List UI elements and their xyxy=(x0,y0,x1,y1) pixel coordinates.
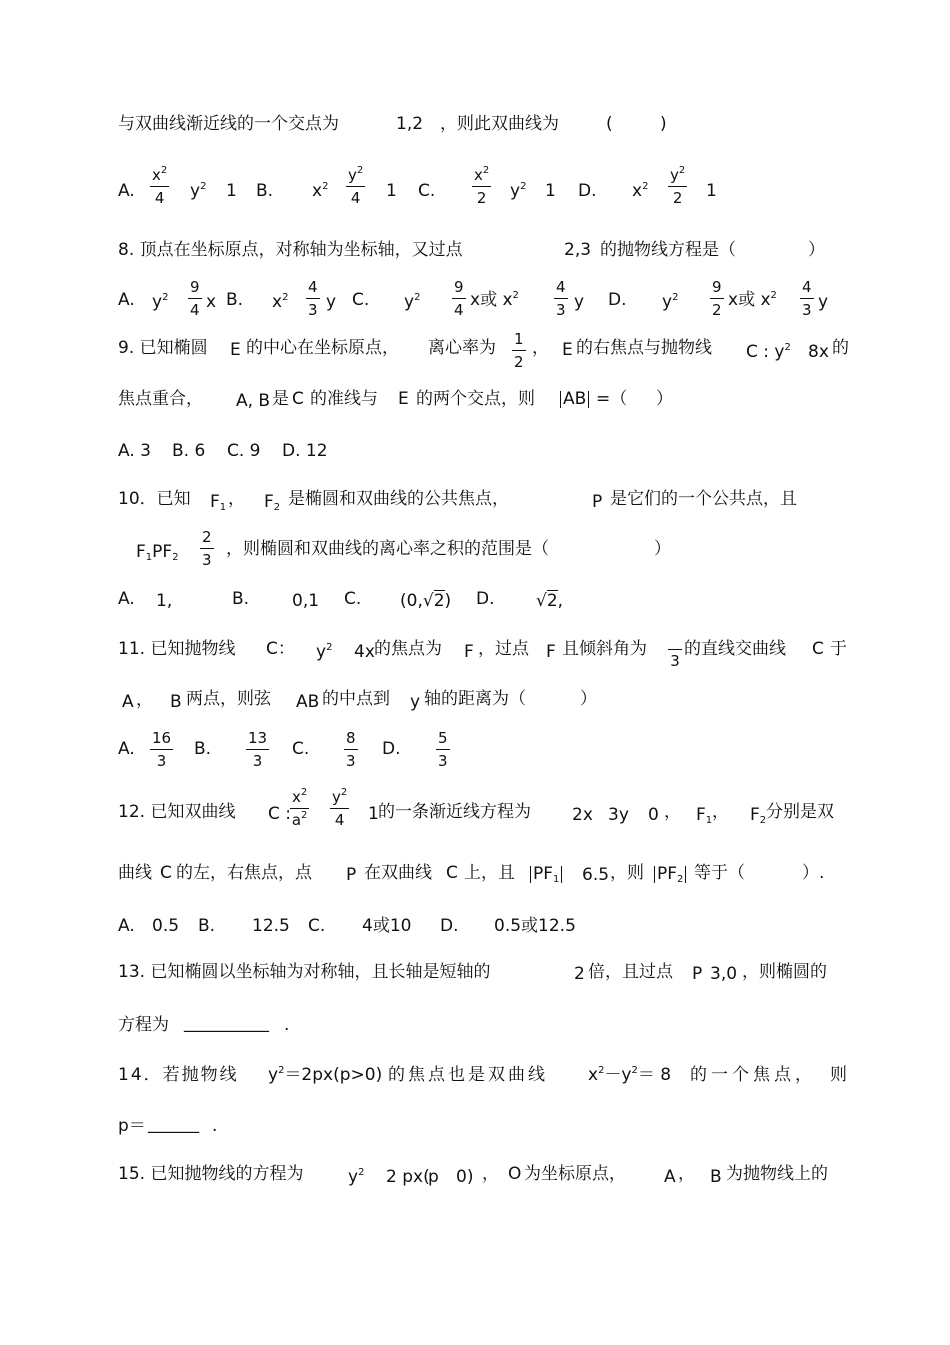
text: ， xyxy=(136,690,153,710)
text: 两点，则弦 xyxy=(186,689,271,709)
angle: F1PF2 xyxy=(136,542,179,563)
var: E xyxy=(230,340,241,360)
paren: ( xyxy=(606,114,613,134)
text: ，则此双曲线为 xyxy=(440,114,559,134)
text: 离心率为 xyxy=(428,338,496,358)
var: F xyxy=(546,642,556,662)
var: P xyxy=(346,865,357,885)
option-d: √2, xyxy=(536,591,564,611)
var: C： xyxy=(266,639,295,659)
term: 1 xyxy=(226,181,237,201)
term: 1 xyxy=(368,804,379,824)
term: p xyxy=(428,1167,439,1187)
text: 与双曲线渐近线的一个交点为 xyxy=(118,114,339,134)
fraction: $x^2$ 4 xyxy=(152,165,168,207)
text: ，则椭圆和双曲线的离心率之积的范围是（ xyxy=(226,539,549,559)
term: $y^2$ xyxy=(662,292,679,312)
fraction: 9 2 xyxy=(712,278,722,319)
term: y xyxy=(818,292,829,312)
text: 的一个焦点， xyxy=(690,1065,816,1085)
text: 在双曲线 xyxy=(364,863,432,883)
option-a-label: A. xyxy=(118,181,135,201)
text: 的两个交点，则 xyxy=(416,389,535,409)
text: 11. 已知抛物线 xyxy=(118,639,236,659)
var: y xyxy=(410,692,421,712)
text: 12. 已知双曲线 xyxy=(118,802,236,822)
term: $y^2$ xyxy=(348,1167,365,1187)
option-a-label: A. xyxy=(118,916,135,936)
term: 8x xyxy=(808,342,829,362)
var: F2 xyxy=(750,805,767,826)
term: y xyxy=(326,292,337,312)
option-d-label: D. xyxy=(440,916,459,936)
text: ， xyxy=(664,802,681,822)
var: C xyxy=(160,863,172,883)
text: ，过点 xyxy=(478,639,529,659)
term: y xyxy=(574,292,585,312)
text: 倍，且过点 xyxy=(588,962,673,982)
term: $x^2$ xyxy=(632,181,649,201)
option-c: C. 9 xyxy=(227,441,261,461)
term: $y^2$ xyxy=(316,642,333,662)
text: ）. xyxy=(802,863,825,883)
var: E xyxy=(562,340,573,360)
term: 2x xyxy=(572,805,593,825)
var: C xyxy=(812,639,824,659)
var: P xyxy=(592,492,603,512)
text: 15. 已知抛物线的方程为 xyxy=(118,1164,304,1184)
term: $x^2-y^2= 8$ xyxy=(588,1065,672,1085)
text: 且倾斜角为 xyxy=(562,639,647,659)
text: 的准线与 xyxy=(310,389,378,409)
fraction: 9 4 xyxy=(454,278,464,319)
term: x或 $x^2$ xyxy=(470,290,519,310)
text: 9. 已知椭圆 xyxy=(118,338,208,358)
text: 10．已知 xyxy=(118,489,191,509)
option-b-label: B. xyxy=(226,290,244,310)
text: 为抛物线上的 xyxy=(726,1164,828,1184)
var: B xyxy=(710,1167,722,1187)
answer-blank: __________ xyxy=(184,1013,269,1033)
term: $y^2$ xyxy=(510,181,527,201)
option-d-label: D. xyxy=(382,739,401,759)
text: 的中点到 xyxy=(322,689,390,709)
abs-value: PF2 xyxy=(654,866,686,883)
option-b: 0,1 xyxy=(292,591,320,611)
text: 的 xyxy=(832,338,849,358)
option-d: 0.5或12.5 xyxy=(494,916,576,936)
text: 14．若抛物线 xyxy=(118,1065,239,1085)
option-d: D. 12 xyxy=(282,441,328,461)
text: . xyxy=(284,1015,290,1035)
text: 8. 顶点在坐标原点，对称轴为坐标轴，又过点 xyxy=(118,240,463,260)
fraction: 13 3 xyxy=(248,729,268,770)
point: 2,3 xyxy=(564,240,592,260)
option-d-label: D. xyxy=(608,290,627,310)
fraction: $x^2$ 2 xyxy=(474,165,490,207)
var: AB xyxy=(296,692,320,712)
fraction: $x^2$ $a^2$ xyxy=(291,787,308,829)
fraction: $y^2$ 2 xyxy=(670,165,686,207)
term: 0) xyxy=(456,1167,474,1187)
paren: ） xyxy=(654,539,671,559)
option-c-label: C. xyxy=(352,290,370,310)
fraction: $y^2$ 4 xyxy=(332,787,348,829)
term: 3y xyxy=(608,805,629,825)
var: F1 xyxy=(210,492,227,513)
text: =（ xyxy=(596,389,628,409)
option-c-label: C. xyxy=(308,916,326,936)
option-d-label: D. xyxy=(578,181,597,201)
text: ，则椭圆的 xyxy=(742,962,827,982)
text: 的抛物线方程是（ xyxy=(600,240,736,260)
text: ， xyxy=(228,489,245,509)
text: 的直线交曲线 xyxy=(684,639,786,659)
option-c-label: C. xyxy=(344,589,362,609)
term: 2 px( xyxy=(386,1167,430,1187)
term: $y^2$ xyxy=(404,292,421,312)
text: 为坐标原点， xyxy=(524,1164,626,1184)
var: P xyxy=(692,964,703,984)
var: B xyxy=(170,692,182,712)
fraction: 1 2 xyxy=(514,330,524,371)
term: 4x xyxy=(354,642,375,662)
text: p＝ xyxy=(118,1116,146,1136)
text: 于 xyxy=(830,639,847,659)
option-a-label: A. xyxy=(118,739,135,759)
fraction: 5 3 xyxy=(438,729,448,770)
abs-value: AB xyxy=(560,391,589,408)
text: 是它们的一个公共点，且 xyxy=(610,489,797,509)
var: A xyxy=(664,1167,676,1187)
var: C xyxy=(292,389,304,409)
text: 是 xyxy=(272,389,289,409)
abs-value: PF1 xyxy=(530,866,562,883)
term: $x^2$ xyxy=(312,181,329,201)
text: 则 xyxy=(830,1065,847,1085)
var: A, B xyxy=(236,391,271,411)
text: 曲线 xyxy=(118,863,152,883)
text: 等于（ xyxy=(694,863,745,883)
point: 3,0 xyxy=(710,964,738,984)
var: C : xyxy=(268,804,292,824)
option-b-label: B. xyxy=(256,181,274,201)
option-d-label: D. xyxy=(476,589,495,609)
fraction: 3 xyxy=(668,640,682,669)
var: O xyxy=(508,1164,522,1184)
var: E xyxy=(398,389,409,409)
fraction: 4 3 xyxy=(556,278,566,319)
term: x或 $x^2$ xyxy=(728,290,777,310)
option-b: 12.5 xyxy=(252,916,290,936)
var: F2 xyxy=(264,492,281,513)
option-b: B. 6 xyxy=(172,441,206,461)
option-c-label: C. xyxy=(292,739,310,759)
text: ， xyxy=(712,802,729,822)
fraction: 16 3 xyxy=(152,729,172,770)
var: F1 xyxy=(696,805,713,826)
term: C : $y^2$ xyxy=(746,342,791,362)
point: 1,2 xyxy=(396,114,424,134)
term: $x^2$ xyxy=(272,292,289,312)
term: $y^2$ xyxy=(190,181,207,201)
answer-blank: ______ xyxy=(148,1114,199,1134)
text: 的焦点也是双曲线 xyxy=(388,1065,548,1085)
term: 1 xyxy=(386,181,397,201)
option-c: 4或10 xyxy=(362,916,412,936)
fraction: $y^2$ 4 xyxy=(348,165,364,207)
text: 上，且 xyxy=(464,863,515,883)
term: 6.5 xyxy=(582,865,610,885)
text: 的右焦点与抛物线 xyxy=(576,338,712,358)
option-b-label: B. xyxy=(198,916,216,936)
text: 的左，右焦点，点 xyxy=(176,863,312,883)
term: 2 xyxy=(574,964,585,984)
paren: ） xyxy=(580,689,597,709)
option-a: 0.5 xyxy=(152,916,180,936)
fraction: 9 4 xyxy=(190,278,200,319)
fraction: 4 3 xyxy=(308,278,318,319)
term: 1 xyxy=(706,181,717,201)
text: 的焦点为 xyxy=(374,639,442,659)
var: C xyxy=(446,863,458,883)
text: ， xyxy=(678,1164,695,1184)
fraction: 2 3 xyxy=(202,528,212,569)
text: 的一条渐近线方程为 xyxy=(378,802,531,822)
option-c-label: C. xyxy=(418,181,436,201)
text: ，则 xyxy=(610,863,644,883)
fraction: 8 3 xyxy=(346,729,356,770)
option-a: 1, xyxy=(156,591,173,611)
text: 13. 已知椭圆以坐标轴为对称轴，且长轴是短轴的 xyxy=(118,962,491,982)
text: ， xyxy=(532,338,549,358)
paren: ) xyxy=(660,114,667,134)
term: $y^2=2px(p>0)$ xyxy=(268,1065,383,1085)
text: ， xyxy=(482,1164,499,1184)
text: 分别是双 xyxy=(766,802,834,822)
option-b-label: B. xyxy=(232,589,250,609)
var: F xyxy=(464,642,474,662)
term: 0 xyxy=(648,805,659,825)
option-a-label: A. xyxy=(118,290,135,310)
option-b-label: B. xyxy=(194,739,212,759)
text: 是椭圆和双曲线的公共焦点， xyxy=(288,489,509,509)
text: 方程为 xyxy=(118,1015,169,1035)
term: 1 xyxy=(545,181,556,201)
paren: ） xyxy=(656,389,673,409)
paren: ） xyxy=(808,240,825,260)
text: 轴的距离为（ xyxy=(424,689,526,709)
var: A xyxy=(122,692,134,712)
option-a: A. 3 xyxy=(118,441,151,461)
term: $y^2$ xyxy=(152,292,169,312)
text: 的中心在坐标原点， xyxy=(246,338,399,358)
text: 焦点重合， xyxy=(118,389,203,409)
text: . xyxy=(212,1116,218,1136)
option-a-label: A. xyxy=(118,589,135,609)
fraction: 4 3 xyxy=(802,278,812,319)
option-c: (0,√2) xyxy=(400,591,452,611)
term: x xyxy=(206,292,217,312)
